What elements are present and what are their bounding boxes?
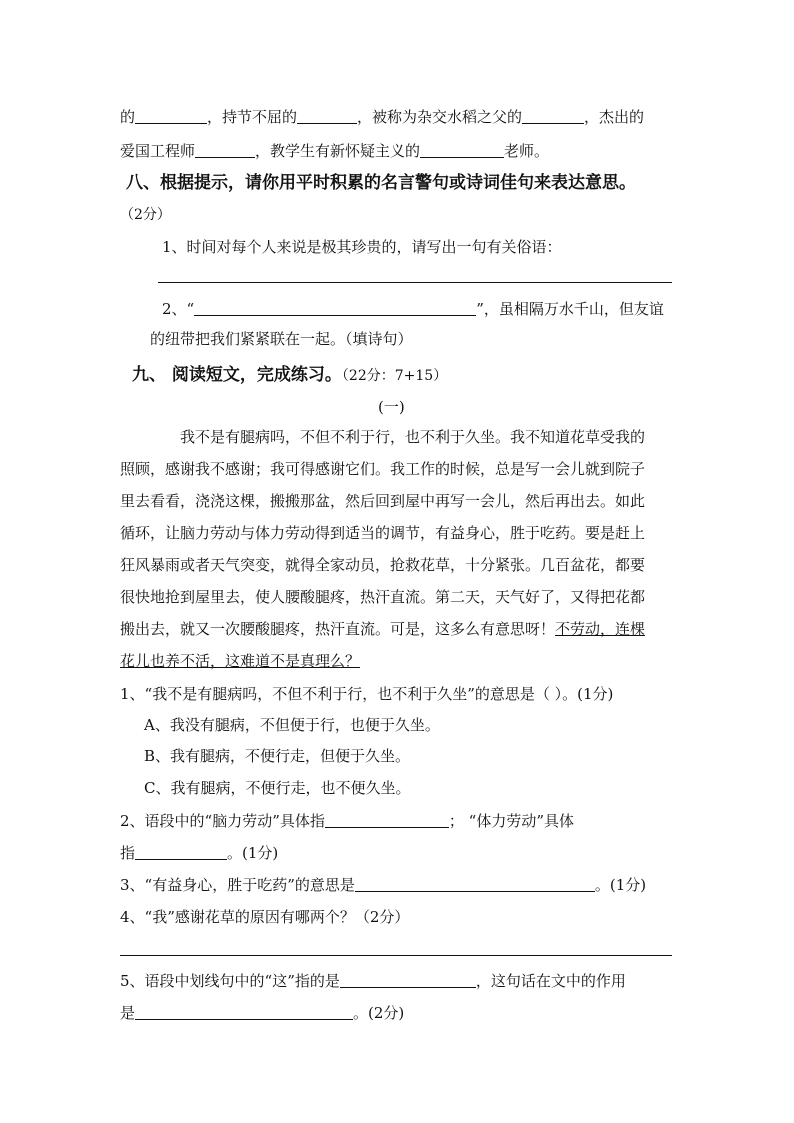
s7-text-b: ，持节不屈的: [207, 108, 298, 126]
blank-field[interactable]: [420, 141, 504, 158]
s7-text-d: ，杰出的: [584, 108, 645, 126]
s9-title-line: [132, 364, 447, 387]
q3-text-b: 。(1分): [594, 876, 647, 894]
q2-text-d: 。(1分): [227, 844, 279, 862]
choice-c[interactable]: C、我有腿病，不便行走，也不便久坐。: [144, 779, 411, 797]
underlined-sentence: 不劳动，连棵: [555, 620, 646, 638]
passage-line: 我不是有腿病吗，不但不利于行，也不利于久坐。我不知道花草受我的: [180, 428, 646, 446]
reading-question-5: [120, 970, 626, 992]
blank-field[interactable]: [135, 107, 207, 124]
q2-text-a: 2、语段中的“脑力劳动”具体指: [120, 812, 325, 830]
s7-line-1: [120, 106, 644, 128]
reading-question-2: [120, 810, 574, 832]
s8-question-2-cont: 的纽带把我们紧紧联在一起。（填诗句）: [150, 330, 413, 348]
q2-text-c: 指: [120, 844, 136, 862]
passage-line: [120, 618, 645, 640]
passage-text: 搬出去，就又一次腰酸腿疼，热汗直流。可是，这多么有意思呀！: [120, 620, 556, 638]
passage-line: 循环，让脑力劳动与体力劳动得到适当的调节，有益身心，胜于吃药。要是赶上: [120, 524, 646, 542]
reading-question-4: 4、“我”感谢花草的原因有哪两个？（2分）: [120, 908, 410, 926]
q5-text-c: 是: [120, 1004, 136, 1022]
passage-part-label: (一): [378, 398, 405, 416]
s7-text-a: 的: [120, 108, 136, 126]
choice-b[interactable]: B、我有腿病，不便行走，但便于久坐。: [144, 747, 411, 765]
underlined-sentence-end: 花儿也养不活，这难道不是真理么？: [120, 652, 361, 670]
reading-question-2-cont: [120, 842, 278, 864]
blank-field[interactable]: [355, 875, 595, 892]
s8-q2-text-b: ”，虽相隔万水千山，但友谊: [476, 300, 664, 318]
blank-field[interactable]: [195, 141, 255, 158]
s8-question-2: [162, 298, 664, 320]
blank-field[interactable]: [522, 107, 584, 124]
reading-question-5-cont: [120, 1002, 404, 1024]
s7-text-e: 爱国工程师: [120, 142, 196, 160]
passage-line: 照顾，感谢我不感谢；我可得感谢它们。我工作的时候，总是写一会儿就到院子: [120, 460, 646, 478]
s7-text-f: ，教学生有新怀疑主义的: [255, 142, 421, 160]
s8-title: 八、根据提示，请你用平时积累的名言警句或诗词佳句来表达意思。: [126, 173, 636, 193]
passage-line: 很快地抢到屋里去，使人腰酸腿疼，热汗直流。第二天，天气好了，又得把花都: [120, 588, 646, 606]
blank-field[interactable]: [135, 1003, 353, 1020]
blank-field[interactable]: [325, 811, 449, 828]
blank-field[interactable]: [194, 299, 476, 316]
s8-question-1: 1、时间对每个人来说是极其珍贵的，请写出一句有关俗语：: [162, 238, 562, 256]
s7-text-c: ，被称为杂交水稻之父的: [357, 108, 523, 126]
blank-field[interactable]: [297, 107, 357, 124]
blank-field[interactable]: [340, 971, 476, 988]
q2-text-b: ； “体力劳动”具体: [448, 812, 574, 830]
answer-line[interactable]: [158, 282, 672, 283]
q5-text-a: 5、语段中划线句中的“这”指的是: [120, 972, 340, 990]
q5-text-d: 。(2分): [353, 1004, 405, 1022]
q5-text-b: ，这句话在文中的作用: [475, 972, 626, 990]
s9-score: （22分：7+15）: [341, 368, 448, 384]
choice-a[interactable]: A、我没有腿病，不但便于行，也便于久坐。: [144, 716, 440, 734]
blank-field[interactable]: [135, 843, 227, 860]
passage-line: 狂风暴雨或者天气突变，就得全家动员，抢救花草，十分紧张。几百盆花，都要: [120, 556, 646, 574]
q3-text-a: 3、“有益身心，胜于吃药”的意思是: [120, 876, 355, 894]
s7-line-2: [120, 140, 549, 162]
s8-score: （2分）: [120, 207, 171, 223]
reading-question-3: [120, 874, 646, 896]
answer-line[interactable]: [120, 955, 672, 956]
s9-title: 九、 阅读短文，完成练习。: [132, 365, 342, 385]
reading-question-1: 1、“我不是有腿病吗，不但不利于行，也不利于久坐”的意思是（ ）。(1分): [120, 685, 614, 703]
s7-text-g: 老师。: [504, 142, 550, 160]
s8-q2-text-a: 2、“: [162, 300, 195, 318]
passage-line: 里去看看，浇浇这棵，搬搬那盆，然后回到屋中再写一会儿，然后再出去。如此: [120, 492, 646, 510]
